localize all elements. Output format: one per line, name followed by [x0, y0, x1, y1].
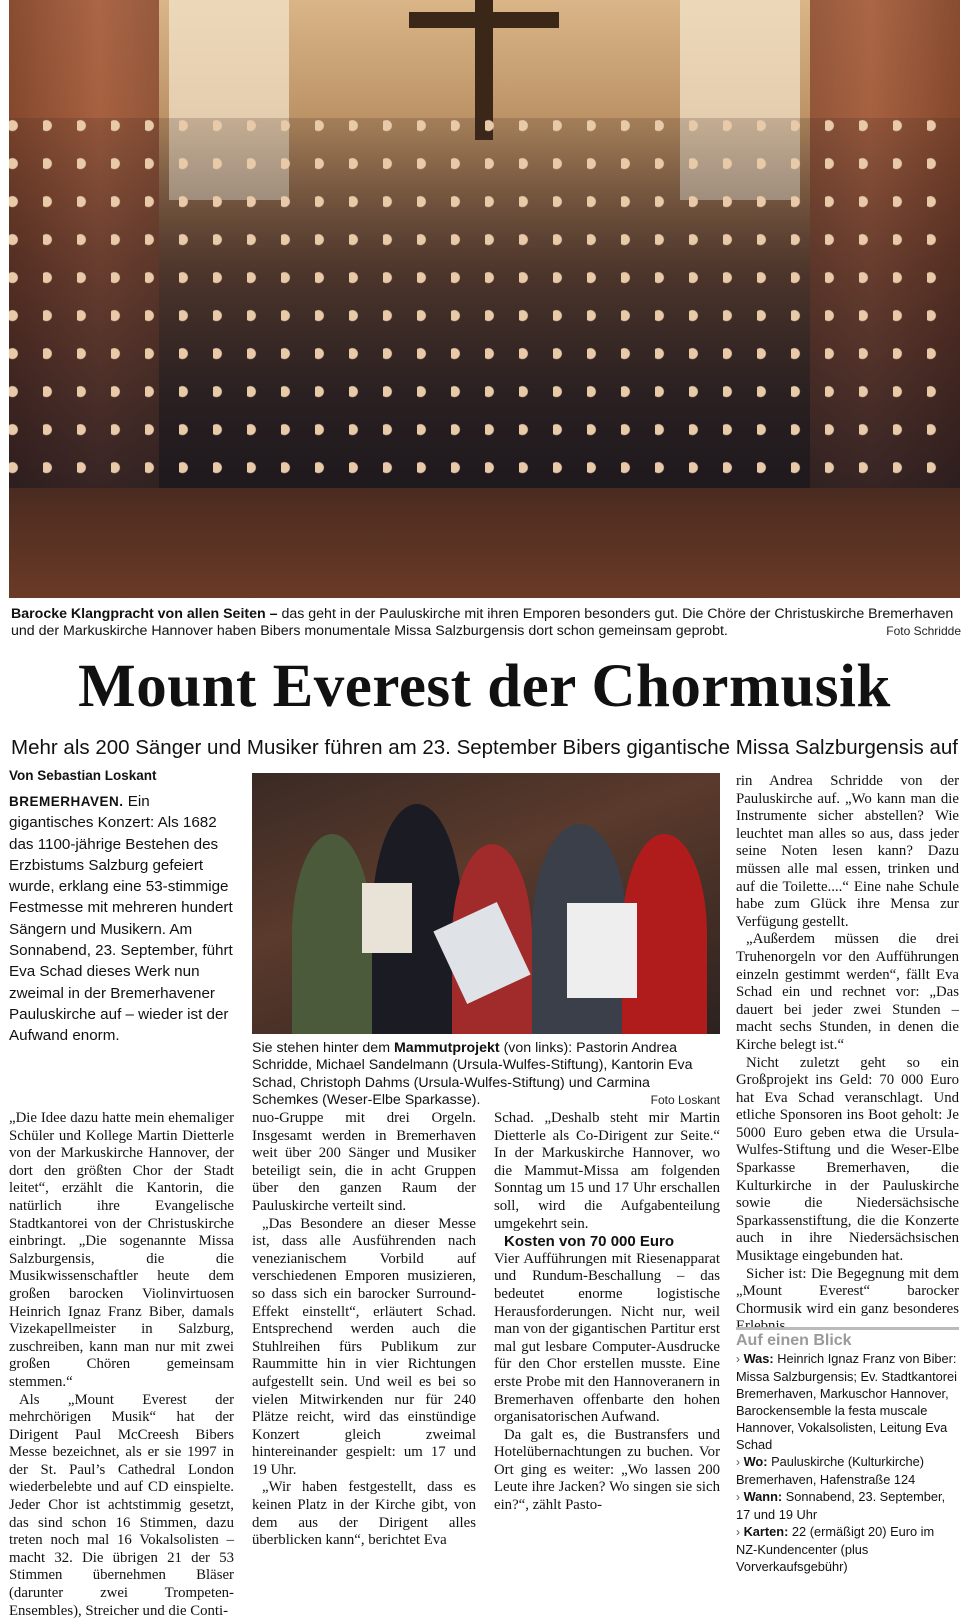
certificate-1 — [362, 883, 412, 953]
caption-text: das geht in der Pauluskirche mit ihren Emporen besonders gut. Die Chöre der Christuskirche Bremerhaven und der Markuskirche Hannover haben Bibers monumentale Missa Salzburgensis dort schon gemeinsam geprobt. — [11, 606, 953, 639]
info-item-where — [736, 1453, 959, 1488]
photo-caption — [11, 606, 961, 640]
dateline: BREMERHAVEN. — [9, 794, 124, 809]
info-text: Pauluskirche (Kulturkirche) Bremerhaven, Hafenstraße 124 — [736, 1454, 924, 1487]
info-item-tickets — [736, 1523, 959, 1575]
photo-credit: Foto Schridde — [886, 623, 961, 640]
paragraph: „Das Besondere an dieser Messe ist, dass alle Ausführenden nach venezianischem Vorbild auf verschiedenen Emporen musizieren, so dass sich ein barocker Surround-Effekt einstellt“, erläutert Schad. Entsprechend werden auch die Stuhlreihen fürs Publikum zur Raummitte hin in vier Richtungen aufgestellt sein. Und weil es bei so vielen Mitwirkenden nur für 240 Plätze reicht, wird das einstündige Konzert gleich zweimal hintereinander gespielt: um 17 und 19 Uhr. — [252, 1216, 476, 1480]
paragraph: „Die Idee dazu hatte mein ehemaliger Schüler und Kollege Martin Dietterle von der Markuskirche Hannover, der dort den größten Chor der Stadt leitet“, erzählt die Kantorin, die natürlich ihre Evangelische Stadtkantorei von der Christuskirche einbringt. „Die sogenannte Missa Salzburgensis, die die Musikwissenschaftler heute dem großen barocken Violinvirtuosen Heinrich Ignaz Franz Biber, damals Vizekapellmeister in Salzburg, zuschreiben, kann man nur mit zwei großen Chören gemeinsam stemmen.“ — [9, 1110, 234, 1392]
church-floor — [9, 488, 960, 598]
info-label: Was: — [744, 1351, 774, 1366]
paragraph: „Außerdem müssen die drei Truhenorgeln vor den Aufführungen einzeln gestimmt werden“, fällt Eva Schad ein und rechnet vor: „Das dauert bei jeder zwei Stunden – macht sechs Stunden, in denen die Kirche belegt ist.“ — [736, 931, 959, 1054]
person-1 — [292, 834, 372, 1034]
caption2-text: (von links): Pastorin Andrea Schridde, Michael Sandelmann (Ursula-Wulfes-Stiftung), Kantorin Eva Schad, Christoph Dahms (Ursula-Wulfes-Stiftung) und Carmina Schemkes (Weser-Elbe Sparkasse). — [252, 1040, 693, 1108]
paragraph: „Wir haben festgestellt, dass es keinen Platz in der Kirche gibt, von dem aus der Dirigent alles überblicken kann“, berichtet Eva — [252, 1479, 476, 1549]
info-label: Wann: — [744, 1489, 783, 1504]
paragraph: Vier Aufführungen mit Riesenapparat und Rundum-Beschallung – das bedeutet enorme logistische Herausforderungen. Nicht nur, weil man von der gigantischen Partitur erst mal gut lesbare Computer-Ausdrucke für den Chor erstellen musste. Eine erste Probe mit den Hannoveranern in Bremerhaven offenbarte den hohen organisatorischen Aufwand. — [494, 1251, 720, 1427]
info-label: Karten: — [744, 1524, 789, 1539]
info-item-what — [736, 1350, 959, 1453]
info-box — [736, 1327, 959, 1575]
article-column-4 — [736, 773, 959, 1336]
paragraph: rin Andrea Schridde von der Pauluskirche auf. „Wo kann man die Instrumente sicher abstellen? Wie leuchtet man alles so aus, dass jeder seine Noten lesen kann? Dazu müssen alle mal essen, trinken und auf die Toilette....“ Eine nahe Schule habe zum Glück ihre Mensa zur Verfügung gestellt. — [736, 773, 959, 931]
arrow-icon: › — [736, 1455, 740, 1469]
section-subheading: Kosten von 70 000 Euro — [494, 1233, 720, 1251]
headline: Mount Everest der Chormusik — [0, 652, 969, 722]
info-text: Heinrich Ignaz Franz von Biber: Missa Salzburgensis; Ev. Stadtkantorei Bremerhaven, Markuschor Hannover, Barockensemble la festa muscale Hannover, Vokalsolisten, Leitung Eva Schad — [736, 1351, 957, 1452]
caption2-lead: Sie stehen hinter dem — [252, 1040, 390, 1056]
arrow-icon: › — [736, 1490, 740, 1504]
info-label: Wo: — [744, 1454, 768, 1469]
subheadline: Mehr als 200 Sänger und Musiker führen am 23. September Bibers gigantische Missa Salzburgensis auf — [0, 734, 969, 762]
paragraph: Sicher ist: Die Begegnung mit dem „Mount Everest“ barocker Chormusik wird ein ganz besonderes Erlebnis. — [736, 1266, 959, 1336]
choir-photo — [9, 0, 960, 598]
info-item-when — [736, 1488, 959, 1523]
info-text: 22 (ermäßigt 20) Euro im NZ-Kundencenter (plus Vorverkaufsgebühr) — [736, 1524, 934, 1574]
article-column-2 — [252, 1110, 476, 1550]
crucifix-beam — [409, 12, 559, 28]
article-column-1 — [9, 1110, 234, 1620]
paragraph: Als „Mount Everest der mehrchörigen Musik“ hat der Dirigent Paul McCreesh Bibers Messe bezeichnet, als er sie 1997 in der St. Paul’s Cathedral London wiederbelebte und auf CD einspielte. Jeder Chor ist achtstimmig gesetzt, das sind schon 16 Stimmen, dazu treten noch mal 16 Vokalsolisten – macht 32. Die übrigen 21 der 53 Stimmen übernehmen Bläser (darunter zwei Trompeten-Ensembles), Streicher und die Conti- — [9, 1392, 234, 1620]
author-byline: Von Sebastian Loskant — [9, 768, 157, 783]
arrow-icon: › — [736, 1525, 740, 1539]
paragraph: Nicht zuletzt geht so ein Großprojekt ins Geld: 70 000 Euro hat Eva Schad veranschlagt. Und etliche Sponsoren ins Boot geholt: Je 5000 Euro geben etwa die Ursula-Wulfes-Stiftung und die Weser-Elbe Sparkasse Bremerhaven, die Kulturkirche in der Pauluskirche sowie die Niedersächsische Sparkassenstiftung, die die Konzerte auch in ihre Niedersächsischen Musiktage eingebunden hat. — [736, 1055, 959, 1266]
photo2-credit: Foto Loskant — [651, 1092, 720, 1109]
poster — [567, 903, 637, 998]
info-text: Sonnabend, 23. September, 17 und 19 Uhr — [736, 1489, 945, 1522]
lead-text: Ein gigantisches Konzert: Als 1682 das 1100-jährige Bestehen des Erzbistums Salzburg gefeiert wurde, erklang eine 53-stimmige Festmesse mit mehreren hundert Sängern und Musikern. Am Sonnabend, 23. September, führt Eva Schad dieses Werk nun zweimal in der Bremerhavener Pauluskirche auf – wieder ist der Aufwand enorm. — [9, 793, 233, 1044]
lead-paragraph — [9, 791, 234, 1047]
info-box-title: Auf einen Blick — [736, 1327, 959, 1350]
article-column-3 — [494, 1110, 720, 1515]
group-photo-caption — [252, 1040, 720, 1109]
arrow-icon: › — [736, 1352, 740, 1366]
paragraph: nuo-Gruppe mit drei Orgeln. Insgesamt werden in Bremerhaven weit über 200 Sänger und Musiker beteiligt sein, die in acht Gruppen über den ganzen Raum der Pauluskirche verteilt sind. — [252, 1110, 476, 1216]
paragraph: Da galt es, die Bustransfers und Hotelübernachtungen zu buchen. Vor Ort ging es weiter: „Wo lassen 200 Leute ihre Jacken? Wo singen sie sich ein?“, zählt Pasto- — [494, 1427, 720, 1515]
paragraph: Schad. „Deshalb steht mir Martin Dietterle als Co-Dirigent zur Seite.“ In der Markuskirche Hannover, wo die Mammut-Missa am folgenden Sonntag um 15 und 17 Uhr erschallen soll, wird die Aufgabenteilung umgekehrt sein. — [494, 1110, 720, 1233]
group-photo — [252, 773, 720, 1034]
caption-bold: Barocke Klangpracht von allen Seiten – — [11, 606, 278, 622]
caption2-bold: Mammutprojekt — [394, 1040, 500, 1056]
